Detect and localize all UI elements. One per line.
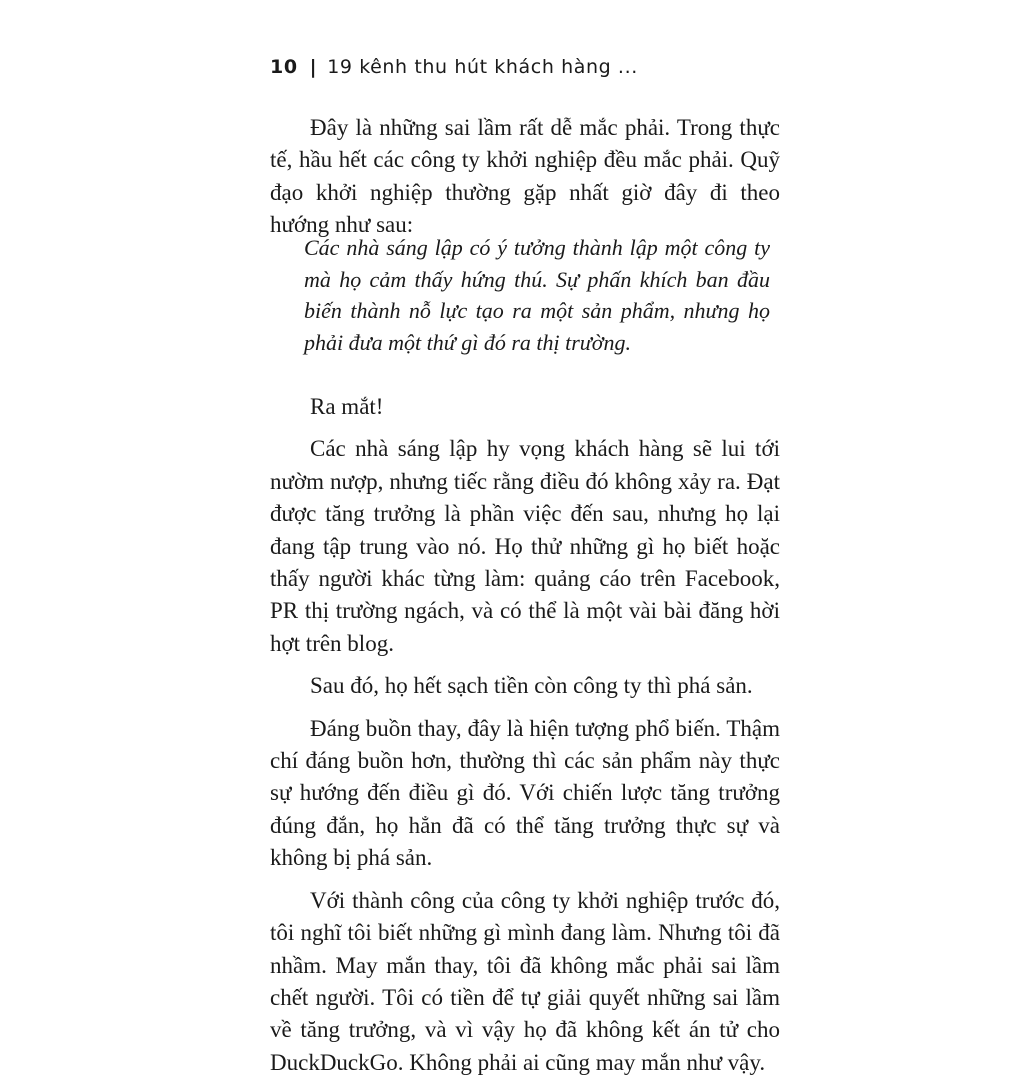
book-title: 19 kênh thu hút khách hàng ... [327,56,638,78]
body-text-bottom [270,391,780,1089]
body-text-top [270,112,780,252]
header-separator: | [309,56,318,78]
paragraph: Sau đó, họ hết sạch tiền còn công ty thì phá sản. [310,673,753,699]
paragraph: Với thành công của công ty khởi nghiệp trước đó, tôi nghĩ tôi biết những gì mình đang làm. Nhưng tôi đã nhầm. May mắn thay, tôi đã không mắc phải sai lầm chết người. Tôi có tiền để tự giải quyết những sai lầm về tăng trưởng, và vì vậy họ đã không kết án tử cho DuckDuckGo. Không phải ai cũng may mắn như vậy. [270,887,780,1075]
running-header [270,56,638,78]
block-quote: Các nhà sáng lập có ý tưởng thành lập một công ty mà họ cảm thấy hứng thú. Sự phấn khích ban đầu biến thành nỗ lực tạo ra một sản phẩm, nhưng họ phải đưa một thứ gì đó ra thị trường. [304,235,770,355]
paragraph-launch: Ra mắt! [310,394,384,419]
page-number: 10 [270,56,298,78]
paragraph: Các nhà sáng lập hy vọng khách hàng sẽ lui tới nườm nượp, nhưng tiếc rằng điều đó không xảy ra. Đạt được tăng trưởng là phần việc đến sau, nhưng họ lại đang tập trung vào nó. Họ thử những gì họ biết hoặc thấy người khác từng làm: quảng cáo trên Facebook, PR thị trường ngách, và có thể là một vài bài đăng hời hợt trên blog. [270,436,780,656]
paragraph: Đáng buồn thay, đây là hiện tượng phổ biến. Thậm chí đáng buồn hơn, thường thì các sản phẩm này thực sự hướng đến điều gì đó. Với chiến lược tăng trưởng đúng đắn, họ hẳn đã có thể tăng trưởng thực sự và không bị phá sản. [270,715,780,871]
paragraph: Đây là những sai lầm rất dễ mắc phải. Trong thực tế, hầu hết các công ty khởi nghiệp đều mắc phải. Quỹ đạo khởi nghiệp thường gặp nhất giờ đây đi theo hướng như sau: [270,115,780,238]
